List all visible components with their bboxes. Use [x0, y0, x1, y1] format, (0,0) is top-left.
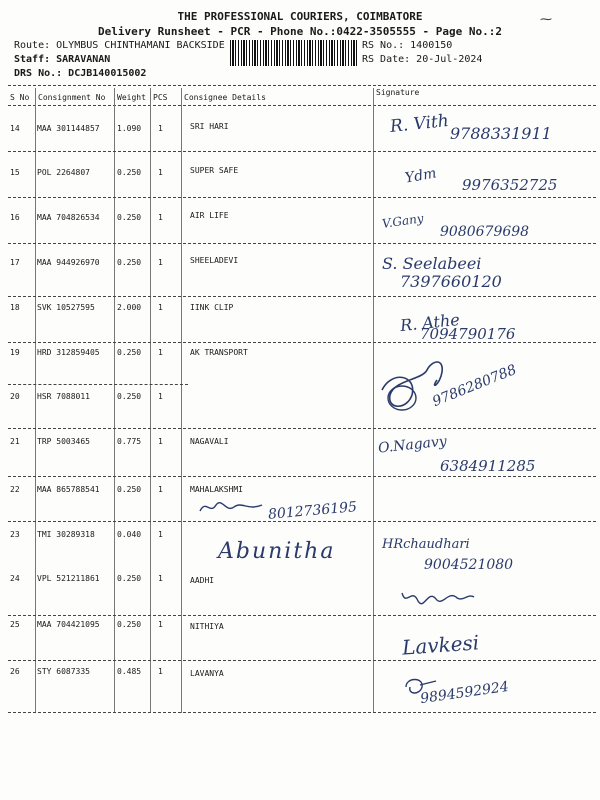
signature-scribble: [398, 583, 478, 611]
row-pcs: 1: [158, 574, 163, 583]
table-row: [0, 429, 600, 477]
row-divider: [8, 712, 596, 713]
row-pcs: 1: [158, 303, 163, 312]
row-weight: 0.250: [117, 620, 142, 629]
route-label: Route: OLYMBUS CHINTHAMANI BACKSIDE: [14, 40, 225, 51]
table-row: [0, 477, 600, 521]
signature-phone: 9976352725: [462, 176, 558, 194]
row-pcs: 1: [158, 485, 163, 494]
signature-phone: 9786280788: [430, 361, 519, 411]
table-row: [0, 661, 600, 713]
handwritten-name: Abunitha: [218, 539, 336, 564]
row-consignee: MAHALAKSHMI: [190, 485, 243, 494]
row-sno: 16: [10, 213, 20, 222]
col-header-consignee: Consignee Details: [184, 93, 266, 102]
row-pcs: 1: [158, 213, 163, 222]
row-weight: 0.250: [117, 258, 142, 267]
signature-name: R. Athe: [399, 309, 461, 336]
row-consignment: MAA 865788541: [37, 485, 100, 494]
signature-name: S. Seelabeei: [382, 254, 482, 273]
signature-name: Lavkesi: [401, 630, 480, 660]
rs-number: RS No.: 1400150: [362, 40, 453, 51]
signature-name: Ydm: [403, 165, 438, 187]
col-header-pcs: PCS: [153, 93, 168, 102]
row-consignee: IINK CLIP: [190, 303, 234, 312]
row-weight: 0.250: [117, 348, 142, 357]
row-weight: 2.000: [117, 303, 142, 312]
signature-phone: 7397660120: [400, 272, 502, 291]
row-sno: 25: [10, 620, 20, 629]
row-weight: 0.250: [117, 574, 142, 583]
row-pcs: 1: [158, 392, 163, 401]
table-row: [0, 106, 600, 152]
row-pcs: 1: [158, 530, 163, 539]
row-consignee: LAVANYA: [190, 669, 224, 678]
row-weight: 0.250: [117, 485, 142, 494]
row-sno: 24: [10, 574, 20, 583]
signature-name: V.Gany: [381, 211, 425, 231]
company-name: THE PROFESSIONAL COURIERS, COIMBATORE: [177, 10, 423, 23]
row-sno: 26: [10, 667, 20, 676]
row-pcs: 1: [158, 168, 163, 177]
row-consignment: TMI 30289318: [37, 530, 95, 539]
signature-name: O.Nagavy: [377, 433, 448, 457]
col-header-sno: S No: [10, 93, 30, 102]
row-sno: 15: [10, 168, 20, 177]
row-sno: 19: [10, 348, 20, 357]
row-consignment: HRD 312859405: [37, 348, 100, 357]
row-sno: 21: [10, 437, 20, 446]
row-weight: 0.250: [117, 213, 142, 222]
handwritten-phone: 8012736195: [267, 499, 358, 523]
signature-phone: 7094790176: [420, 325, 516, 343]
barcode: [230, 40, 358, 66]
signature-phone: 9788331911: [450, 124, 552, 143]
drs-number: DRS No.: DCJB140015002: [14, 68, 147, 79]
table-row: [0, 152, 600, 198]
table-row: [0, 244, 600, 290]
row-consignment: MAA 944926970: [37, 258, 100, 267]
col-header-consignment: Consignment No: [38, 93, 106, 102]
row-consignment: TRP 5003465: [37, 437, 90, 446]
row-weight: 0.040: [117, 530, 142, 539]
row-sno: 22: [10, 485, 20, 494]
row-sno: 23: [10, 530, 20, 539]
row-pcs: 1: [158, 348, 163, 357]
signature-name: HRchaudhari: [382, 537, 470, 552]
row-weight: 0.250: [117, 392, 142, 401]
row-consignee: AK TRANSPORT: [190, 348, 248, 357]
row-consignee: SRI HARI: [190, 122, 229, 131]
row-pcs: 1: [158, 124, 163, 133]
staff-label: Staff: SARAVANAN: [14, 54, 111, 65]
row-consignment: POL 2264807: [37, 168, 90, 177]
header-top-rule: [8, 85, 596, 86]
row-sno: 20: [10, 392, 20, 401]
rs-date: RS Date: 20-Jul-2024: [362, 54, 483, 65]
runsheet-title: Delivery Runsheet - PCR - Phone No.:0422-3505555 - Page No.:2: [98, 25, 502, 38]
row-weight: 0.250: [117, 168, 142, 177]
signature-phone: 6384911285: [440, 457, 536, 475]
pen-mark-icon: ⁓: [540, 12, 552, 26]
row-consignment: MAA 704826534: [37, 213, 100, 222]
col-header-weight: Weight: [117, 93, 146, 102]
row-consignee: NAGAVALI: [190, 437, 229, 446]
row-consignee: SHEELADEVI: [190, 256, 239, 265]
signature-scribble: [196, 497, 266, 517]
col-header-signature: Signature: [376, 88, 420, 97]
row-weight: 1.090: [117, 124, 142, 133]
row-consignment: HSR 7088011: [37, 392, 90, 401]
signature-phone: 9004521080: [424, 557, 514, 573]
row-consignment: MAA 301144857: [37, 124, 100, 133]
row-consignment: SVK 10527595: [37, 303, 95, 312]
row-sno: 14: [10, 124, 20, 133]
signature-name: R. Vith: [389, 110, 450, 138]
row-consignment: MAA 704421095: [37, 620, 100, 629]
row-consignee: AADHI: [190, 576, 215, 585]
table-row: [0, 297, 600, 343]
row-pcs: 1: [158, 437, 163, 446]
table-row: [0, 569, 600, 615]
table-row: [0, 615, 600, 661]
signature-phone: 9080679698: [440, 224, 530, 240]
row-sno: 18: [10, 303, 20, 312]
row-consignee: NITHIYA: [190, 622, 224, 631]
table-row: [0, 198, 600, 244]
signature-phone: 9894592924: [419, 678, 510, 708]
table-row: [0, 521, 600, 573]
row-sno: 17: [10, 258, 20, 267]
row-consignee: SUPER SAFE: [190, 166, 239, 175]
row-weight: 0.485: [117, 667, 142, 676]
row-consignment: STY 6087335: [37, 667, 90, 676]
row-weight: 0.775: [117, 437, 142, 446]
row-pcs: 1: [158, 667, 163, 676]
row-pcs: 1: [158, 258, 163, 267]
row-pcs: 1: [158, 620, 163, 629]
row-consignee: AIR LIFE: [190, 211, 229, 220]
row-consignment: VPL 521211861: [37, 574, 100, 583]
